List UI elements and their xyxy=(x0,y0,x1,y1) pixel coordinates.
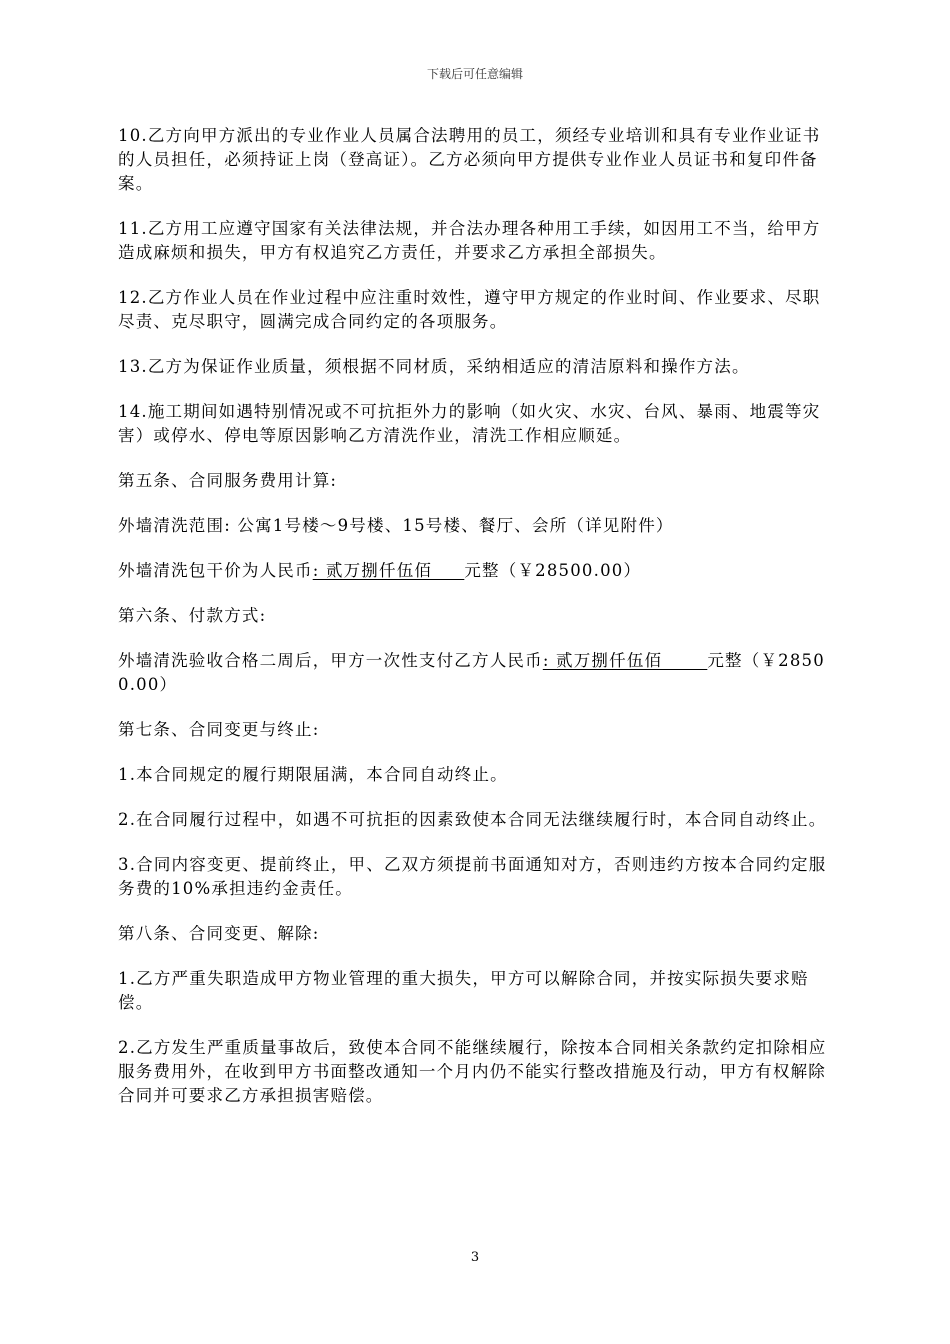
price-suffix: 元整（￥28500.00） xyxy=(464,561,642,580)
payment-line xyxy=(118,649,834,697)
cleaning-scope: 外墙清洗范围: 公寓1号楼～9号楼、15号楼、餐厅、会所（详见附件） xyxy=(118,516,674,535)
clause-14: 14.施工期间如遇特别情况或不可抗拒外力的影响（如火灾、水灾、台风、暴雨、地震等灾害）或停水、停电等原因影响乙方清洗作业，清洗工作相应顺延。 xyxy=(118,402,821,445)
article-8-clause-1: 1.乙方严重失职造成甲方物业管理的重大损失，甲方可以解除合同，并按实际损失要求赔偿。 xyxy=(118,969,809,1012)
article-7-title: 第七条、合同变更与终止: xyxy=(118,720,320,739)
clause-12: 12.乙方作业人员在作业过程中应注重时效性，遵守甲方规定的作业时间、作业要求、尽职尽责、克尽职守，圆满完成合同约定的各项服务。 xyxy=(118,288,821,331)
article-7-clause-2: 2.在合同履行过程中，如遇不可抗拒的因素致使本合同无法继续履行时，本合同自动终止。 xyxy=(118,810,827,829)
article-7-clause-1: 1.本合同规定的履行期限届满，本合同自动终止。 xyxy=(118,765,508,784)
payment-amount: : 贰万捌仟伍佰 xyxy=(542,651,708,670)
article-8-clause-2: 2.乙方发生严重质量事故后，致使本合同不能继续履行，除按本合同相关条款约定扣除相应服务费用外，在收到甲方书面整改通知一个月内仍不能实行整改措施及行动，甲方有权解除合同并可要求乙方承担损害赔偿。 xyxy=(118,1038,827,1105)
price-line xyxy=(118,559,834,583)
article-8-title: 第八条、合同变更、解除: xyxy=(118,924,320,943)
payment-prefix: 外墙清洗验收合格二周后，甲方一次性支付乙方人民币 xyxy=(118,651,543,670)
article-6-title: 第六条、付款方式: xyxy=(118,606,267,625)
clause-13: 13.乙方为保证作业质量，须根据不同材质，采纳相适应的清洁原料和操作方法。 xyxy=(118,357,750,376)
price-amount: : 贰万捌仟伍佰 xyxy=(312,561,465,580)
article-7-clause-3: 3.合同内容变更、提前终止，甲、乙双方须提前书面通知对方，否则违约方按本合同约定服务费的10%承担违约金责任。 xyxy=(118,855,827,898)
payment-suffix: 元整（￥28500.00） xyxy=(118,651,825,694)
clause-11: 11.乙方用工应遵守国家有关法律法规，并合法办理各种用工手续，如因用工不当，给甲方造成麻烦和损失，甲方有权追究乙方责任，并要求乙方承担全部损失。 xyxy=(118,219,821,262)
page-header: 下载后可任意编辑 xyxy=(426,67,523,81)
clause-10: 10.乙方向甲方派出的专业作业人员属合法聘用的员工，须经专业培训和具有专业作业证书的人员担任，必须持证上岗（登高证）。乙方必须向甲方提供专业作业人员证书和复印件备案。 xyxy=(118,126,821,193)
page-number: 3 xyxy=(470,1250,480,1265)
article-5-title: 第五条、合同服务费用计算: xyxy=(118,471,338,490)
price-prefix: 外墙清洗包干价为人民币 xyxy=(118,561,313,580)
document-body xyxy=(118,124,834,1129)
